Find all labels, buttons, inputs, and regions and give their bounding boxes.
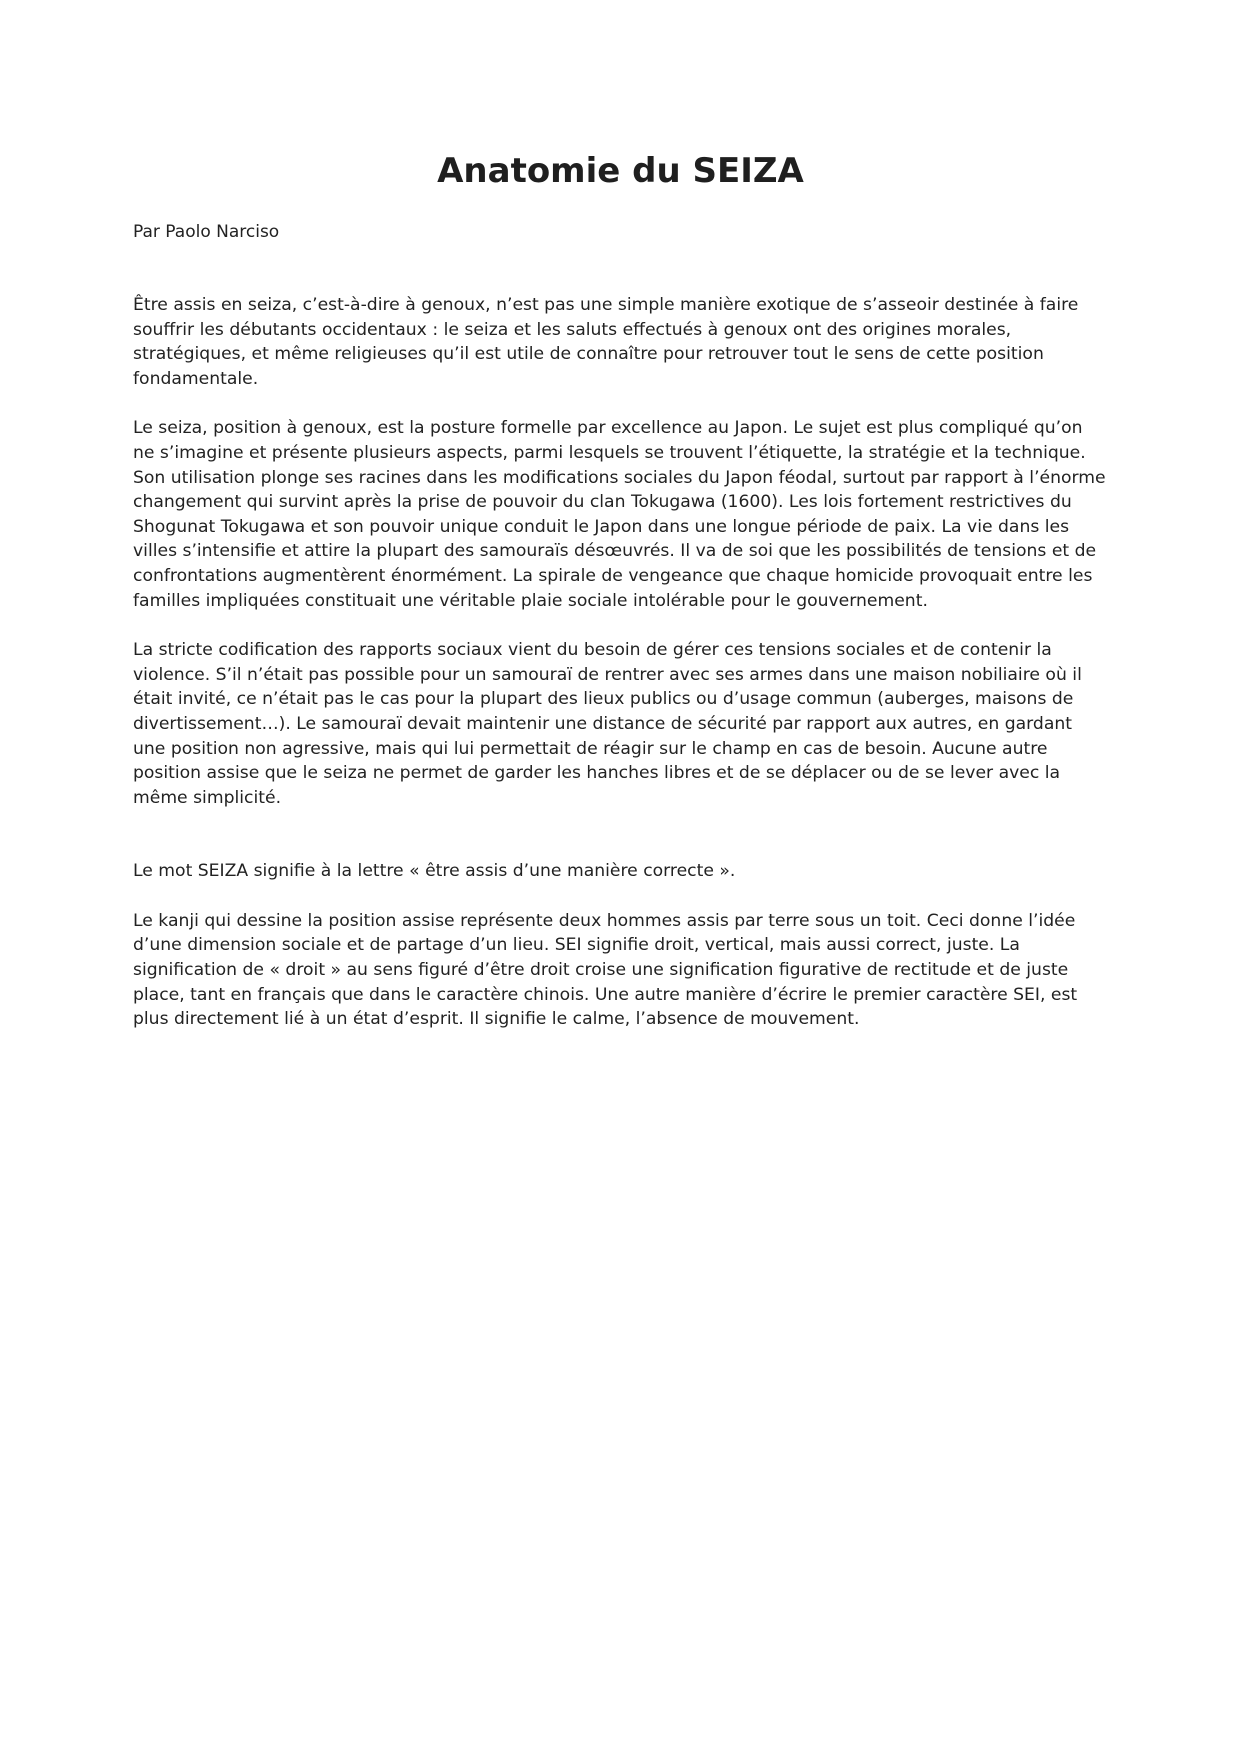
paragraph-definition: Le mot SEIZA signifie à la lettre « être assis d’une manière correcte ». bbox=[133, 861, 736, 882]
document-title: Anatomie du SEIZA bbox=[437, 151, 804, 191]
paragraph-history: Le seiza, position à genoux, est la posture formelle par excellence au Japon. Le sujet est plus compliqué qu’on ne s’imagine et présente plusieurs aspects, parmi lesquels se trouvent l’étiquette, la stratégie et la technique. Son utilisation plonge ses racines dans les modifications sociales du Japon féodal, surtout par rapport à l’énorme changement qui survint après la prise de pouvoir du clan Tokugawa (1600). Les lois fortement restrictives du Shogunat Tokugawa et son pouvoir unique conduit le Japon dans une longue période de paix. La vie dans les villes s’intensifie et attire la plupart des samouraïs désœuvrés. Il va de soi que les possibilités de tensions et de confrontations augmentèrent énormément. La spirale de vengeance que chaque homicide provoquait entre les familles impliquées constituait une véritable plaie sociale intolérable pour le gouvernement. bbox=[133, 418, 1106, 611]
paragraph-codification: La stricte codification des rapports sociaux vient du besoin de gérer ces tensions sociales et de contenir la violence. S’il n’était pas possible pour un samouraï de rentrer avec ses armes dans une maison nobiliaire où il était invité, ce n’était pas le cas pour la plupart des lieux publics ou d’usage commun (auberges, maisons de divertissement…). Le samouraï devait maintenir une distance de sécurité par rapport aux autres, en gardant une position non agressive, mais qui lui permettait de réagir sur le champ en cas de besoin. Aucune autre position assise que le seiza ne permet de garder les hanches libres et de se déplacer ou de se lever avec la même simplicité. bbox=[133, 640, 1082, 808]
document-body bbox=[133, 293, 1108, 1057]
author-byline: Par Paolo Narciso bbox=[133, 222, 280, 242]
paragraph-intro: Être assis en seiza, c’est-à-dire à genoux, n’est pas une simple manière exotique de s’asseoir destinée à faire souffrir les débutants occidentaux : le seiza et les saluts effectués à genoux ont des origines morales, stratégiques, et même religieuses qu’il est utile de connaître pour retrouver tout le sens de cette position fondamentale. bbox=[133, 295, 1079, 389]
paragraph-kanji: Le kanji qui dessine la position assise représente deux hommes assis par terre sous un toit. Ceci donne l’idée d’une dimension sociale et de partage d’un lieu. SEI signifie droit, vertical, mais aussi correct, juste. La signification de « droit » au sens figuré d’être droit croise une signification figurative de rectitude et de juste place, tant en français que dans le caractère chinois. Une autre manière d’écrire le premier caractère SEI, est plus directement lié à un état d’esprit. Il signifie le calme, l’absence de mouvement. bbox=[133, 910, 1078, 1030]
